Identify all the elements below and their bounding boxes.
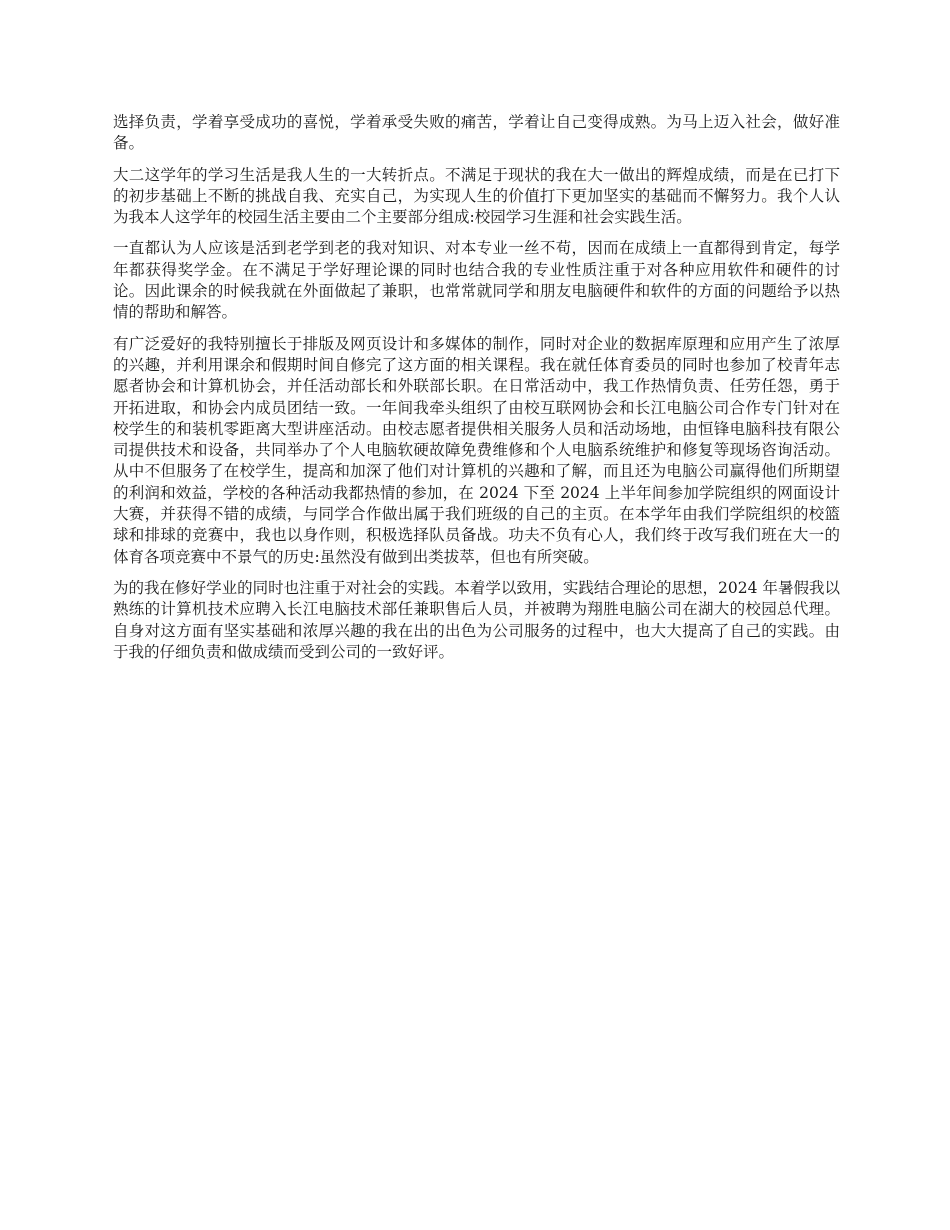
- paragraph-4: 有广泛爱好的我特别擅长于排版及网页设计和多媒体的制作，同时对企业的数据库原理和应用产生了浓厚的兴趣，并利用课余和假期时间自修完了这方面的相关课程。我在就任体育委员的同时也参加了校青年志愿者协会和计算机协会，并任活动部长和外联部长职。在日常活动中，我工作热情负责、任劳任怨，勇于开拓进取，和协会内成员团结一致。一年间我牵头组织了由校互联网协会和长江电脑公司合作专门针对在校学生的和装机零距离大型讲座活动。由校志愿者提供相关服务人员和活动场地，由恒锋电脑科技有限公司提供技术和设备，共同举办了个人电脑软硬故障免费维修和个人电脑系统维护和修复等现场咨询活动。从中不但服务了在校学生，提高和加深了他们对计算机的兴趣和了解，而且还为电脑公司赢得他们所期望的利润和效益，学校的各种活动我都热情的参加，在 2024 下至 2024 上半年间参加学院组织的网面设计大赛，并获得不错的成绩，与同学合作做出属于我们班级的自己的主页。在本学年由我们学院组织的校篮球和排球的竞赛中，我也以身作则，积极选择队员备战。功夫不负有心人，我们终于改写我们班在大一的体育各项竞赛中不景气的历史:虽然没有做到出类拔萃，但也有所突破。: [113, 334, 840, 566]
- document-body: [113, 112, 840, 673]
- paragraph-5: 为的我在修好学业的同时也注重于对社会的实践。本着学以致用，实践结合理论的思想，2024 年暑假我以熟练的计算机技术应聘入长江电脑技术部任兼职售后人员，并被聘为翔胜电脑公司在湖大的校园总代理。自身对这方面有坚实基础和浓厚兴趣的我在出的出色为公司服务的过程中，也大大提高了自己的实践。由于我的仔细负责和做成绩而受到公司的一致好评。: [113, 578, 840, 661]
- paragraph-3: 一直都认为人应该是活到老学到老的我对知识、对本专业一丝不苟，因而在成绩上一直都得到肯定，每学年都获得奖学金。在不满足于学好理论课的同时也结合我的专业性质注重于对各种应用软件和硬件的讨论。因此课余的时候我就在外面做起了兼职，也常常就同学和朋友电脑硬件和软件的方面的问题给予以热情的帮助和解答。: [113, 239, 840, 322]
- paragraph-2: 大二这学年的学习生活是我人生的一大转折点。不满足于现状的我在大一做出的辉煌成绩，而是在已打下的初步基础上不断的挑战自我、充实自己，为实现人生的价值打下更加坚实的基础而不懈努力。我个人认为我本人这学年的校园生活主要由二个主要部分组成:校园学习生涯和社会实践生活。: [113, 165, 840, 227]
- paragraph-1: 选择负责，学着享受成功的喜悦，学着承受失败的痛苦，学着让自己变得成熟。为马上迈入社会，做好准备。: [113, 113, 840, 153]
